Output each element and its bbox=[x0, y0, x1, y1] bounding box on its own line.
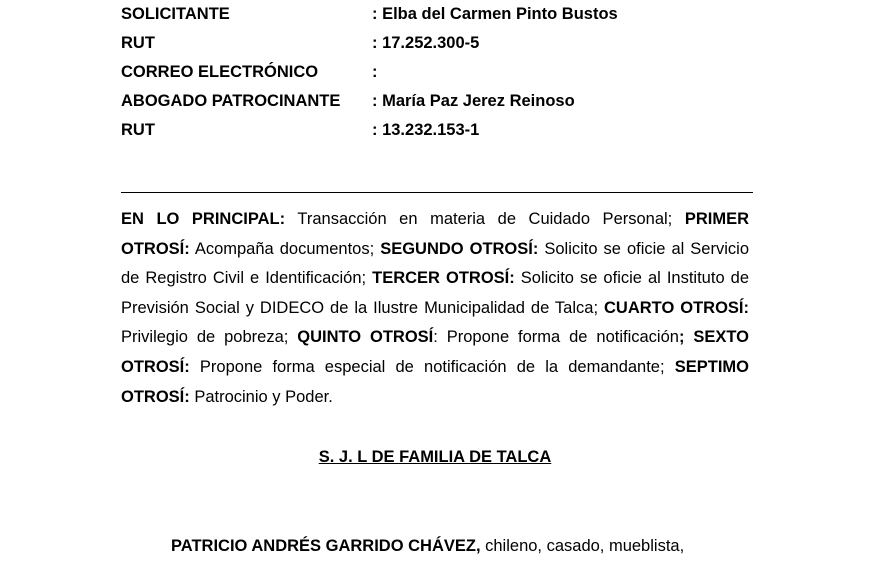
party-description: chileno, casado, mueblista, bbox=[480, 537, 685, 555]
otrosi-1-label: PRIMER OTROSÍ: bbox=[121, 210, 749, 258]
principal-label: EN LO PRINCIPAL: bbox=[121, 210, 286, 228]
otrosi-7-text: Patrocinio y Poder. bbox=[189, 387, 333, 406]
horizontal-divider bbox=[121, 192, 753, 193]
otrosi-5-text: : Propone forma de notificación bbox=[433, 328, 679, 347]
header-label: SOLICITANTE bbox=[121, 5, 230, 23]
header-value: : 17.252.300-5 bbox=[372, 34, 480, 52]
header-value: : María Paz Jerez Reinoso bbox=[372, 92, 575, 110]
otrosi-1-text: Acompaña documentos; bbox=[189, 239, 381, 258]
otrosi-5-label: QUINTO OTROSÍ bbox=[297, 328, 434, 347]
header-value: : bbox=[372, 63, 378, 81]
party-name: PATRICIO ANDRÉS GARRIDO CHÁVEZ, bbox=[171, 537, 481, 555]
header-label: ABOGADO PATROCINANTE bbox=[121, 92, 341, 110]
otrosi-7-label: SEPTIMO OTROSÍ: bbox=[121, 357, 749, 406]
header-value: : Elba del Carmen Pinto Bustos bbox=[372, 5, 618, 23]
otrosi-6-text: Propone forma especial de notificación de la demandante; bbox=[189, 357, 675, 376]
otrosi-6-label: ; SEXTO OTROSÍ: bbox=[121, 328, 749, 376]
otrosi-4-label: CUARTO OTROSÍ: bbox=[604, 298, 749, 317]
principal-text: Transacción en materia de Cuidado Personal; bbox=[285, 210, 685, 228]
body-paragraph bbox=[121, 532, 749, 562]
header-label: RUT bbox=[121, 121, 155, 139]
court-title: S. J. L DE FAMILIA DE TALCA bbox=[318, 448, 552, 466]
otrosi-2-label: SEGUNDO OTROSÍ: bbox=[380, 239, 539, 258]
header-label: CORREO ELECTRÓNICO bbox=[121, 63, 319, 81]
otrosi-2-text: Solicito se oficie al Servicio de Registro Civil e Identificación; bbox=[121, 239, 749, 288]
header-label: RUT bbox=[121, 34, 155, 52]
otrosi-3-text: Solicito se oficie al Instituto de Previsión Social y DIDECO de la Ilustre Municipalidad de Talca; bbox=[121, 269, 749, 317]
header-value: : 13.232.153-1 bbox=[372, 121, 480, 139]
otrosi-4-text: Privilegio de pobreza; bbox=[121, 328, 298, 347]
petition-summary bbox=[121, 205, 749, 412]
otrosi-3-label: TERCER OTROSÍ: bbox=[372, 269, 515, 288]
